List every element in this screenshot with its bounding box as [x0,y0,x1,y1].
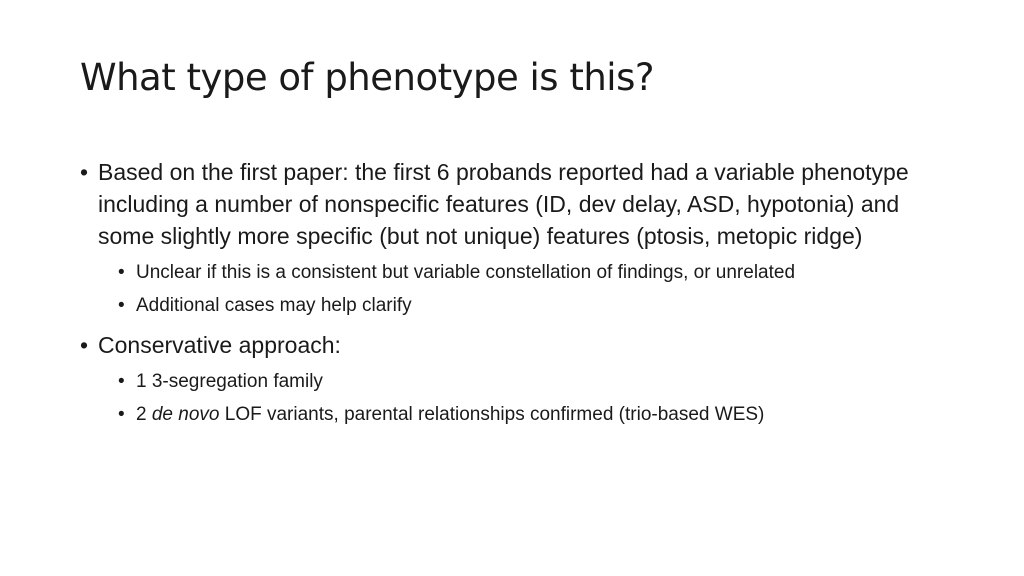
sub-bullet-point [80,401,960,428]
bullet-text: Conservative approach: [98,332,341,358]
sub-bullet-point [80,292,960,319]
sub-bullet-text: 1 3-segregation family [136,371,323,392]
sub-bullet-point [80,368,960,395]
sub-bullet-text: Unclear if this is a consistent but variable constellation of findings, or unrelated [136,262,796,283]
sub-bullet-text-prefix: 2 [136,404,152,425]
bullet-text: Based on the first paper: the first 6 probands reported had a variable phenotype including a number of nonspecific features (ID, dev delay, ASD, hypotonia) and some slightly more specific (but not unique) features (ptosis, metopic ridge) [98,159,909,249]
bullet-point [80,329,960,361]
sub-bullet-list [80,368,960,428]
sub-bullet-point [80,259,960,286]
slide-body [80,156,960,438]
sub-bullet-list [80,259,960,319]
bullet-icon: • [80,332,89,358]
sub-bullet-text-suffix: LOF variants, parental relationships confirmed (trio-based WES) [219,404,765,425]
bullet-point [80,156,960,252]
sub-bullet-text: Additional cases may help clarify [136,295,412,316]
bullet-icon: • [118,404,125,425]
bullet-icon: • [80,159,89,185]
bullet-icon: • [118,295,125,316]
slide-title: What type of phenotype is this? [80,56,654,99]
bullet-icon: • [118,262,125,283]
bullet-icon: • [118,371,125,392]
sub-bullet-text-emphasis: de novo [151,404,220,425]
